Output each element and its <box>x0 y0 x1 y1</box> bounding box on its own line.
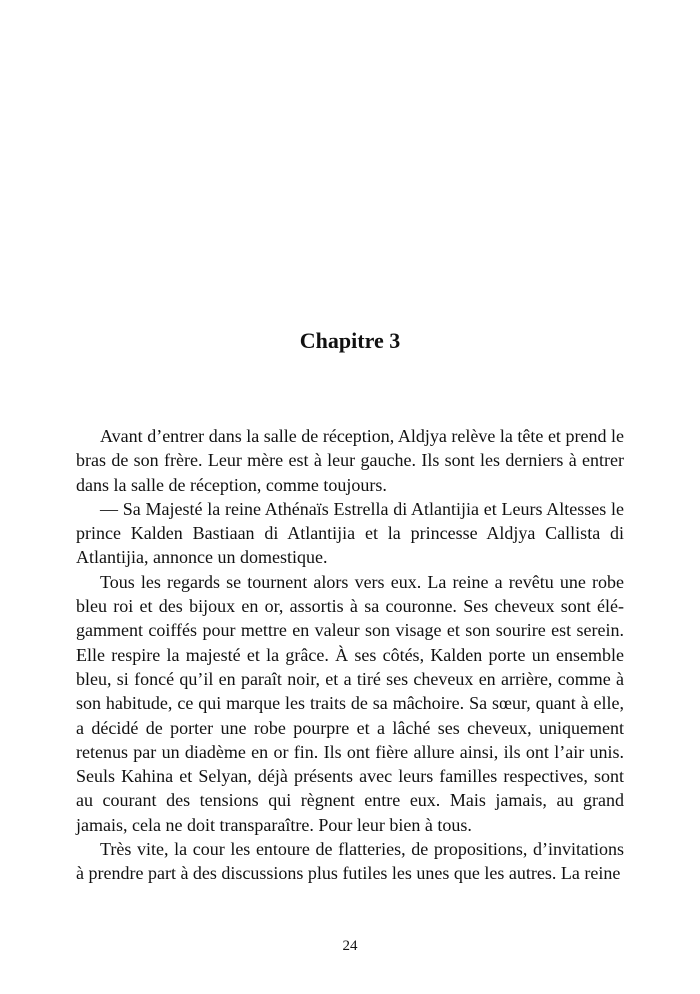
chapter-body <box>76 424 624 886</box>
page-number: 24 <box>342 938 358 954</box>
paragraph: Tous les regards se tournent alors vers eux. La reine a revêtu une robe bleu roi et des bijoux en or, assortis à sa couronne. Ses cheveux sont élégamment coiffés pour mettre en valeur son visage et son sourire est serein. Elle respire la majesté et la grâce. À ses côtés, Kalden porte un ensemble bleu, si foncé qu’il en paraît noir, et a tiré ses cheveux en arrière, comme à son habitude, ce qui marque les traits de sa mâchoire. Sa sœur, quant à elle, a décidé de porter une robe pourpre et a lâché ses cheveux, uniquement retenus par un diadème en or fin. Ils ont fière allure ainsi, ils ont l’air unis. Seuls Kahina et Selyan, déjà présents avec leurs familles respectives, sont au courant des tensions qui règnent entre eux. Mais jamais, au grand jamais, cela ne doit transparaître. Pour leur bien à tous. <box>76 571 624 835</box>
chapter-title: Chapitre 3 <box>299 327 401 353</box>
paragraph: Avant d’entrer dans la salle de réception, Aldjya relève la tête et prend le bras de son frère. Leur mère est à leur gauche. Ils sont les derniers à entrer dans la salle de réception, comme toujours. <box>76 426 624 495</box>
paragraph: Très vite, la cour les entoure de flatteries, de propositions, d’invitations à prendre part à des discussions plus futiles les unes que les autres. La reine <box>76 839 624 884</box>
paragraph-dialogue: — Sa Majesté la reine Athénaïs Estrella di Atlantijia et Leurs Altesses le prince Kalden Bastiaan di Atlantijia et la princesse Aldjya Callista di Atlantijia, annonce un domestique. <box>76 498 624 568</box>
